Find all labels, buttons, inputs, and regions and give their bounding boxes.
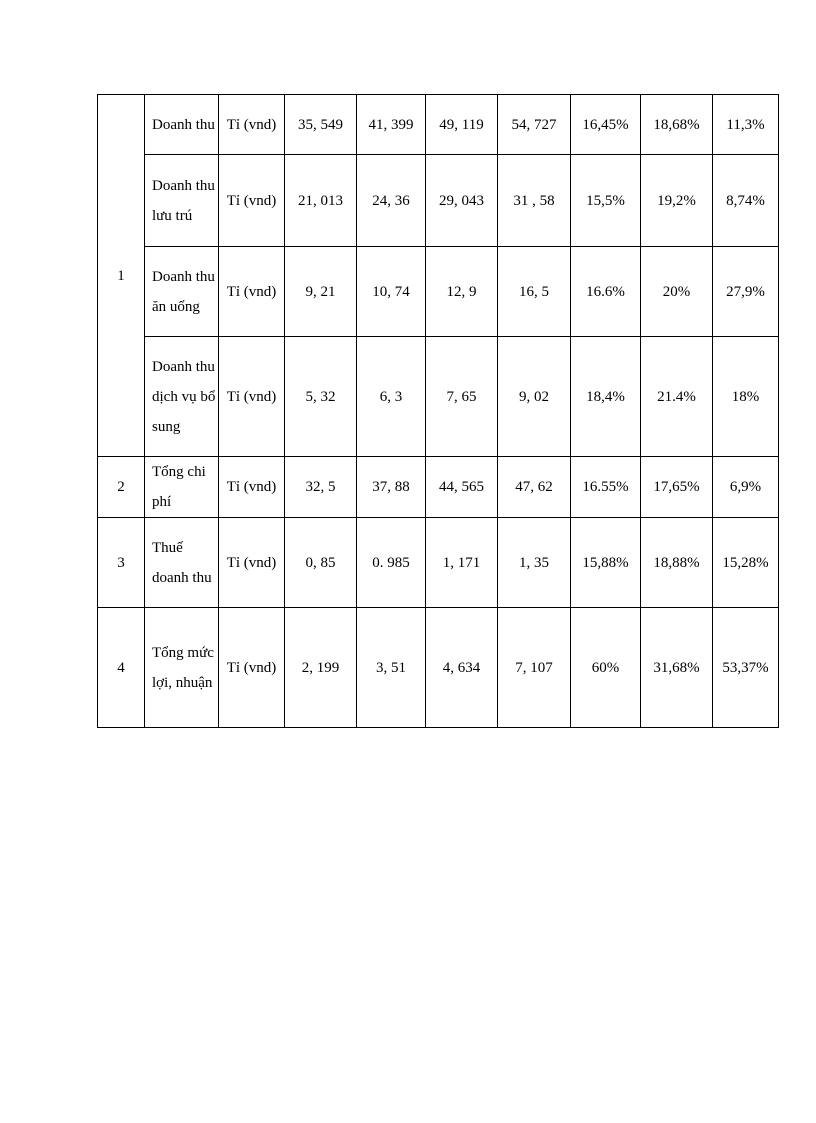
value-cell: 49, 119 xyxy=(426,95,498,155)
unit-cell: Tỉ (vnd) xyxy=(219,337,285,457)
value-cell: 21, 013 xyxy=(285,155,357,247)
table-row xyxy=(98,95,779,155)
value-cell: 41, 399 xyxy=(357,95,426,155)
value-cell: 47, 62 xyxy=(498,457,571,518)
value-cell: 7, 65 xyxy=(426,337,498,457)
percent-cell: 15,28% xyxy=(713,518,779,608)
value-cell: 4, 634 xyxy=(426,608,498,728)
value-cell: 12, 9 xyxy=(426,247,498,337)
item-label: Tổng chi phí xyxy=(145,457,219,518)
row-number: 2 xyxy=(98,457,145,518)
unit-cell: Tỉ (vnd) xyxy=(219,457,285,518)
percent-cell: 27,9% xyxy=(713,247,779,337)
percent-cell: 8,74% xyxy=(713,155,779,247)
unit-cell: Tỉ (vnd) xyxy=(219,247,285,337)
value-cell: 9, 21 xyxy=(285,247,357,337)
value-cell: 29, 043 xyxy=(426,155,498,247)
value-cell: 0. 985 xyxy=(357,518,426,608)
percent-cell: 16.6% xyxy=(571,247,641,337)
value-cell: 1, 171 xyxy=(426,518,498,608)
value-cell: 24, 36 xyxy=(357,155,426,247)
value-cell: 5, 32 xyxy=(285,337,357,457)
table-row xyxy=(98,518,779,608)
value-cell: 1, 35 xyxy=(498,518,571,608)
item-label: Doanh thu lưu trú xyxy=(145,155,219,247)
value-cell: 10, 74 xyxy=(357,247,426,337)
value-cell: 54, 727 xyxy=(498,95,571,155)
value-cell: 44, 565 xyxy=(426,457,498,518)
percent-cell: 18,88% xyxy=(641,518,713,608)
item-label: Doanh thu xyxy=(145,95,219,155)
percent-cell: 18% xyxy=(713,337,779,457)
percent-cell: 20% xyxy=(641,247,713,337)
value-cell: 31 , 58 xyxy=(498,155,571,247)
value-cell: 3, 51 xyxy=(357,608,426,728)
value-cell: 7, 107 xyxy=(498,608,571,728)
table-row xyxy=(98,608,779,728)
item-label: Tổng mức lợi, nhuận xyxy=(145,608,219,728)
unit-cell: Tỉ (vnd) xyxy=(219,608,285,728)
value-cell: 9, 02 xyxy=(498,337,571,457)
value-cell: 6, 3 xyxy=(357,337,426,457)
row-number: 4 xyxy=(98,608,145,728)
percent-cell: 18,4% xyxy=(571,337,641,457)
value-cell: 2, 199 xyxy=(285,608,357,728)
percent-cell: 19,2% xyxy=(641,155,713,247)
value-cell: 35, 549 xyxy=(285,95,357,155)
value-cell: 0, 85 xyxy=(285,518,357,608)
percent-cell: 53,37% xyxy=(713,608,779,728)
percent-cell: 18,68% xyxy=(641,95,713,155)
percent-cell: 21.4% xyxy=(641,337,713,457)
percent-cell: 15,5% xyxy=(571,155,641,247)
unit-cell: Tỉ (vnd) xyxy=(219,155,285,247)
row-number: 1 xyxy=(98,95,145,457)
unit-cell: Tỉ (vnd) xyxy=(219,518,285,608)
percent-cell: 16.55% xyxy=(571,457,641,518)
table-row xyxy=(98,155,779,247)
percent-cell: 60% xyxy=(571,608,641,728)
percent-cell: 15,88% xyxy=(571,518,641,608)
item-label: Doanh thu ăn uống xyxy=(145,247,219,337)
unit-cell: Tỉ (vnd) xyxy=(219,95,285,155)
item-label: Doanh thu dịch vụ bổ sung xyxy=(145,337,219,457)
percent-cell: 31,68% xyxy=(641,608,713,728)
item-label: Thuế doanh thu xyxy=(145,518,219,608)
table-row xyxy=(98,337,779,457)
value-cell: 37, 88 xyxy=(357,457,426,518)
row-number: 3 xyxy=(98,518,145,608)
percent-cell: 6,9% xyxy=(713,457,779,518)
percent-cell: 17,65% xyxy=(641,457,713,518)
table-row xyxy=(98,457,779,518)
percent-cell: 11,3% xyxy=(713,95,779,155)
financial-table xyxy=(97,94,779,728)
value-cell: 16, 5 xyxy=(498,247,571,337)
table-row xyxy=(98,247,779,337)
value-cell: 32, 5 xyxy=(285,457,357,518)
percent-cell: 16,45% xyxy=(571,95,641,155)
